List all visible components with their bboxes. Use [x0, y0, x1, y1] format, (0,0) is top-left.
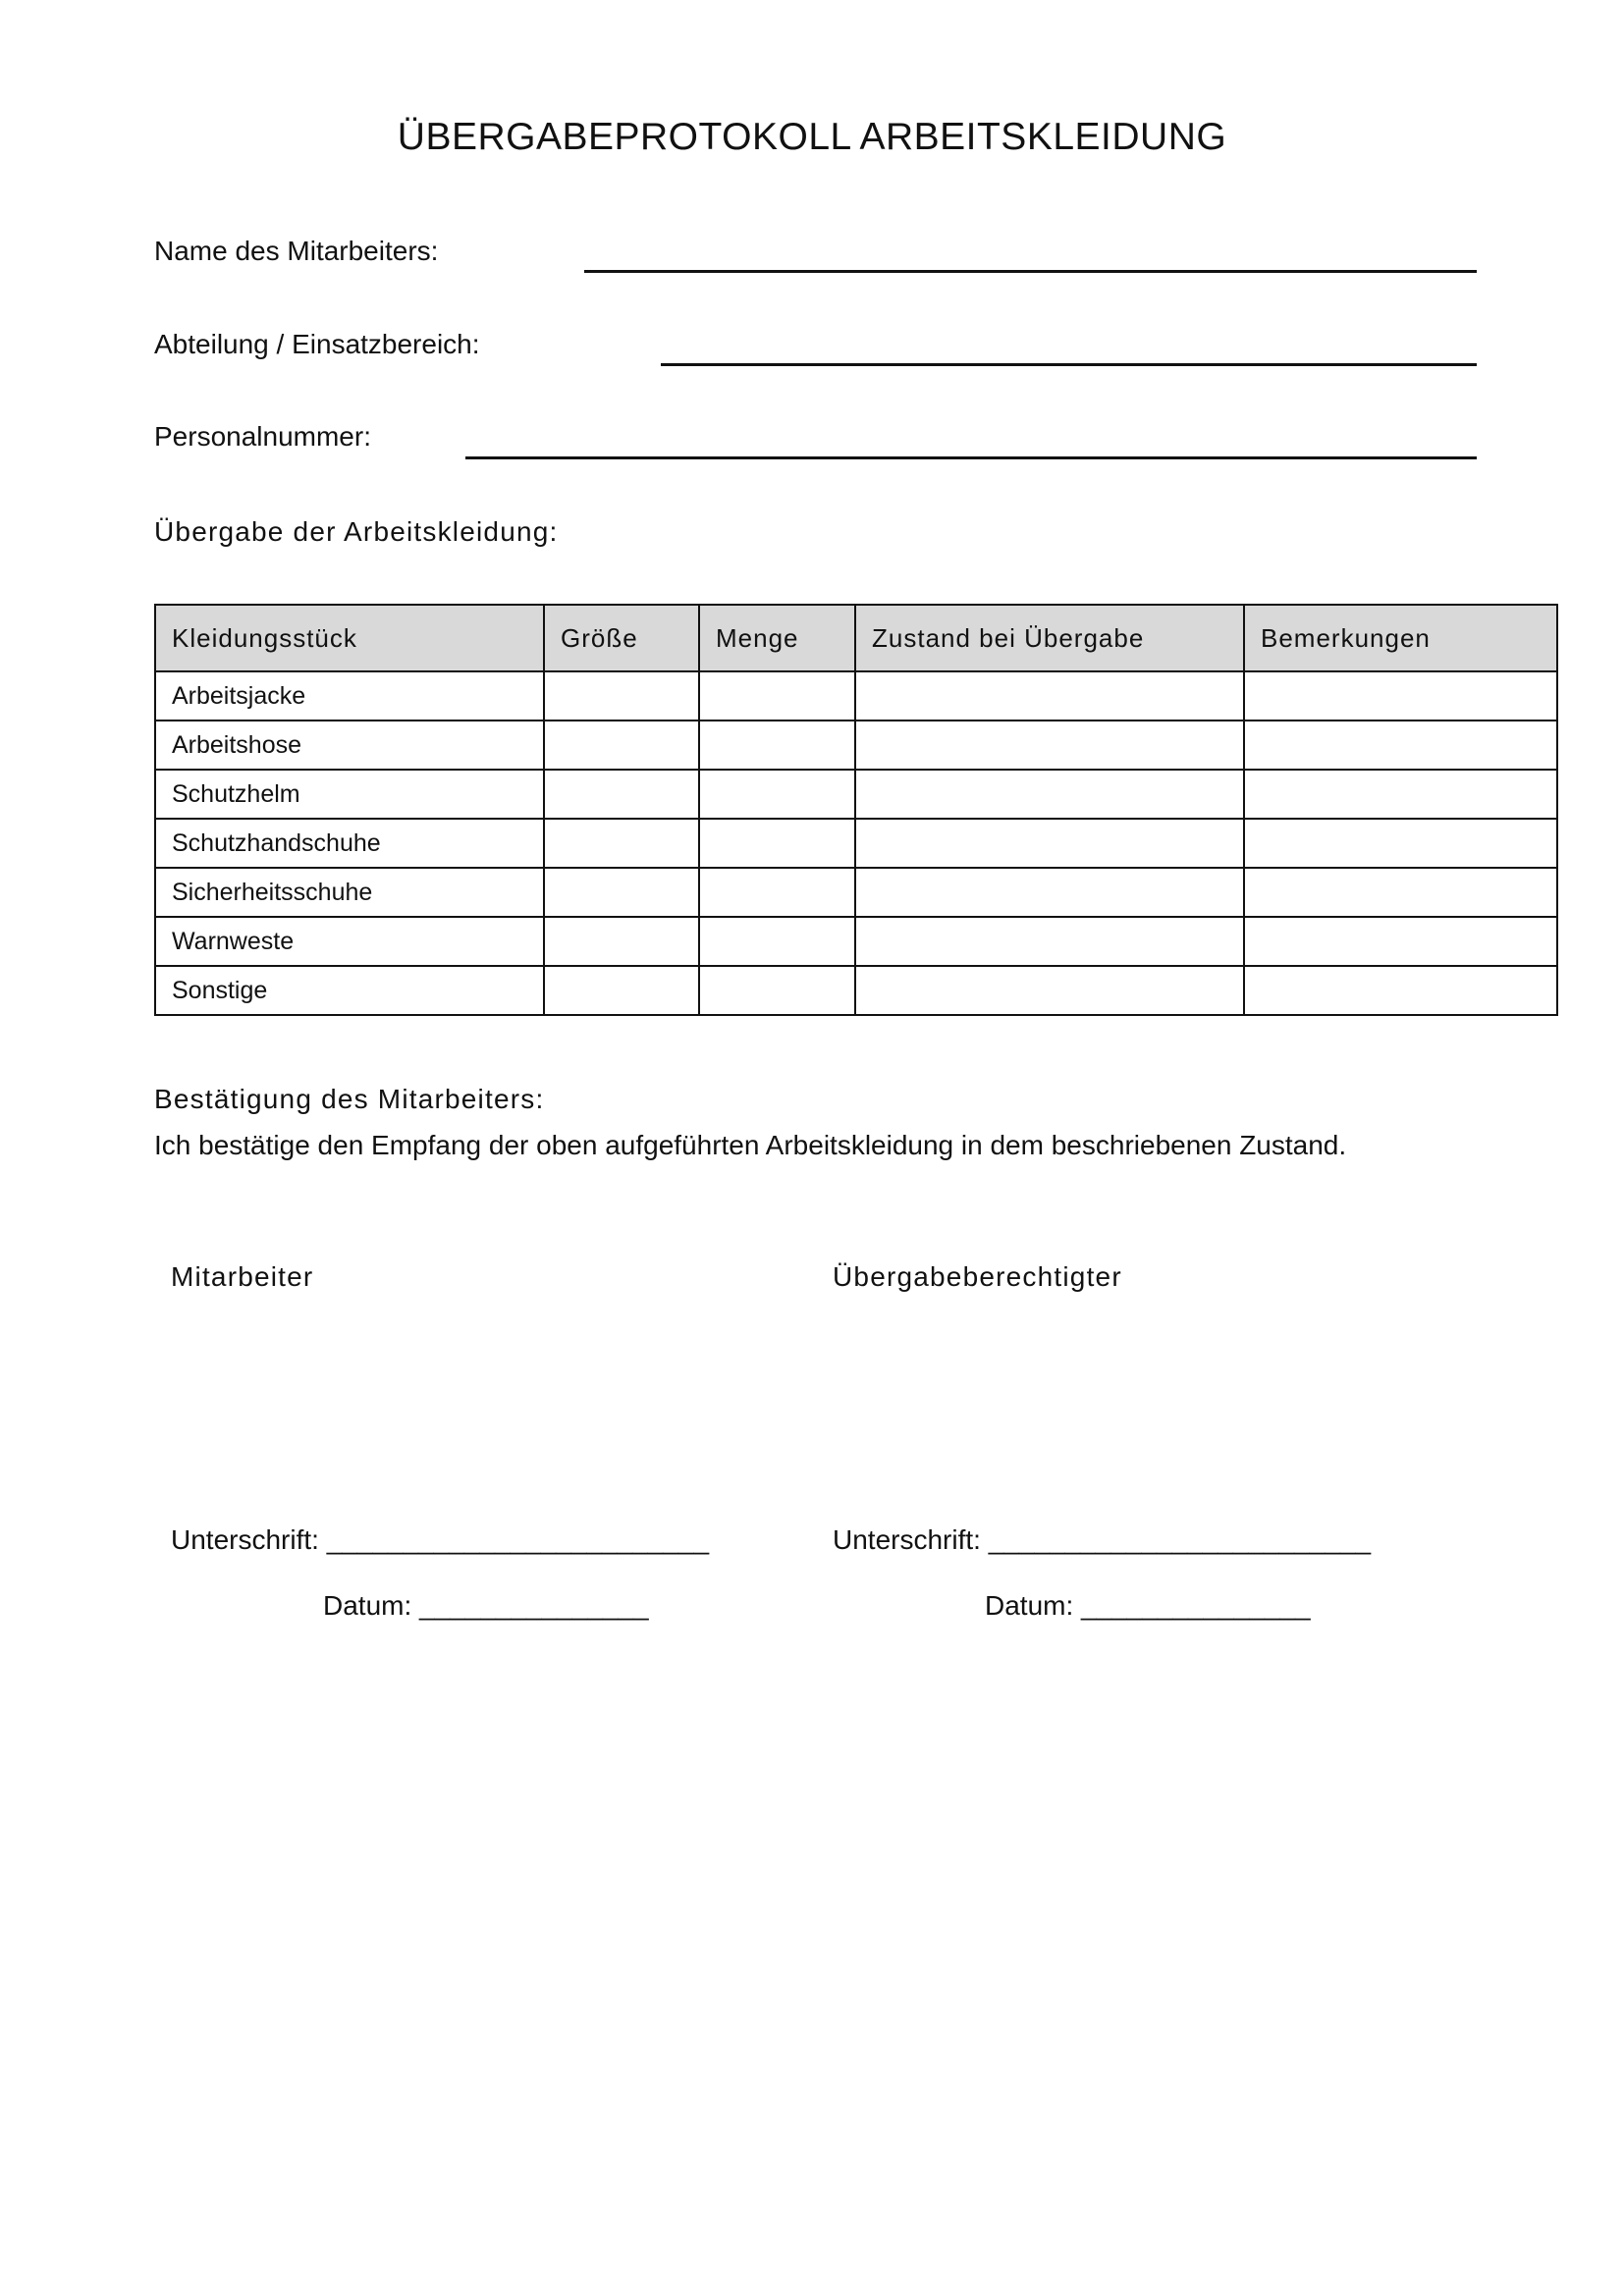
employee-date-field[interactable]: Datum: _______________ — [323, 1590, 649, 1621]
item-name-cell: Arbeitsjacke — [155, 671, 544, 721]
table-input-cell[interactable] — [699, 819, 855, 868]
table-input-cell[interactable] — [1244, 868, 1557, 917]
table-input-cell[interactable] — [855, 966, 1244, 1015]
table-input-cell[interactable] — [855, 917, 1244, 966]
header-condition: Zustand bei Übergabe — [855, 605, 1244, 671]
personnel-number-field[interactable] — [465, 456, 1477, 459]
header-size: Größe — [544, 605, 699, 671]
item-name-cell: Arbeitshose — [155, 721, 544, 770]
item-name-cell: Sonstige — [155, 966, 544, 1015]
table-input-cell[interactable] — [1244, 966, 1557, 1015]
employee-name-label: Name des Mitarbeiters: — [154, 236, 439, 266]
employee-signature-heading: Mitarbeiter — [171, 1261, 314, 1292]
clothing-table — [154, 604, 1558, 1016]
table-row — [155, 966, 1557, 1015]
table-header-row — [155, 605, 1557, 671]
header-item: Kleidungsstück — [155, 605, 544, 671]
item-name-cell: Warnweste — [155, 917, 544, 966]
confirmation-text: Ich bestätige den Empfang der oben aufgeführten Arbeitskleidung in dem beschriebenen Zustand. — [154, 1130, 1347, 1160]
confirmation-heading: Bestätigung des Mitarbeiters: — [154, 1084, 545, 1114]
employee-name-field[interactable] — [584, 270, 1477, 273]
table-input-cell[interactable] — [544, 671, 699, 721]
table-row — [155, 917, 1557, 966]
table-input-cell[interactable] — [1244, 770, 1557, 819]
table-input-cell[interactable] — [544, 721, 699, 770]
item-name-cell: Schutzhandschuhe — [155, 819, 544, 868]
header-remarks: Bemerkungen — [1244, 605, 1557, 671]
table-input-cell[interactable] — [544, 917, 699, 966]
table-row — [155, 671, 1557, 721]
authorized-date-field[interactable]: Datum: _______________ — [985, 1590, 1311, 1621]
employee-signature-field[interactable]: Unterschrift: _________________________ — [171, 1524, 710, 1555]
table-input-cell[interactable] — [855, 770, 1244, 819]
table-input-cell[interactable] — [855, 819, 1244, 868]
table-input-cell[interactable] — [699, 966, 855, 1015]
table-input-cell[interactable] — [855, 671, 1244, 721]
table-row — [155, 868, 1557, 917]
table-row — [155, 721, 1557, 770]
table-input-cell[interactable] — [544, 966, 699, 1015]
table-input-cell[interactable] — [544, 868, 699, 917]
table-input-cell[interactable] — [1244, 917, 1557, 966]
table-input-cell[interactable] — [544, 819, 699, 868]
personnel-number-label: Personalnummer: — [154, 421, 371, 452]
table-input-cell[interactable] — [855, 721, 1244, 770]
page-title: ÜBERGABEPROTOKOLL ARBEITSKLEIDUNG — [397, 116, 1227, 158]
table-input-cell[interactable] — [1244, 721, 1557, 770]
authorized-signature-heading: Übergabeberechtigter — [833, 1261, 1122, 1292]
item-name-cell: Schutzhelm — [155, 770, 544, 819]
table-input-cell[interactable] — [699, 721, 855, 770]
table-input-cell[interactable] — [699, 868, 855, 917]
authorized-signature-field[interactable]: Unterschrift: _________________________ — [833, 1524, 1372, 1555]
department-field[interactable] — [661, 363, 1477, 366]
table-input-cell[interactable] — [855, 868, 1244, 917]
table-row — [155, 819, 1557, 868]
table-input-cell[interactable] — [699, 671, 855, 721]
table-input-cell[interactable] — [544, 770, 699, 819]
header-quantity: Menge — [699, 605, 855, 671]
table-input-cell[interactable] — [1244, 819, 1557, 868]
table-input-cell[interactable] — [699, 917, 855, 966]
table-input-cell[interactable] — [1244, 671, 1557, 721]
table-row — [155, 770, 1557, 819]
department-label: Abteilung / Einsatzbereich: — [154, 329, 480, 359]
table-section-label: Übergabe der Arbeitskleidung: — [154, 516, 559, 547]
table-input-cell[interactable] — [699, 770, 855, 819]
item-name-cell: Sicherheitsschuhe — [155, 868, 544, 917]
